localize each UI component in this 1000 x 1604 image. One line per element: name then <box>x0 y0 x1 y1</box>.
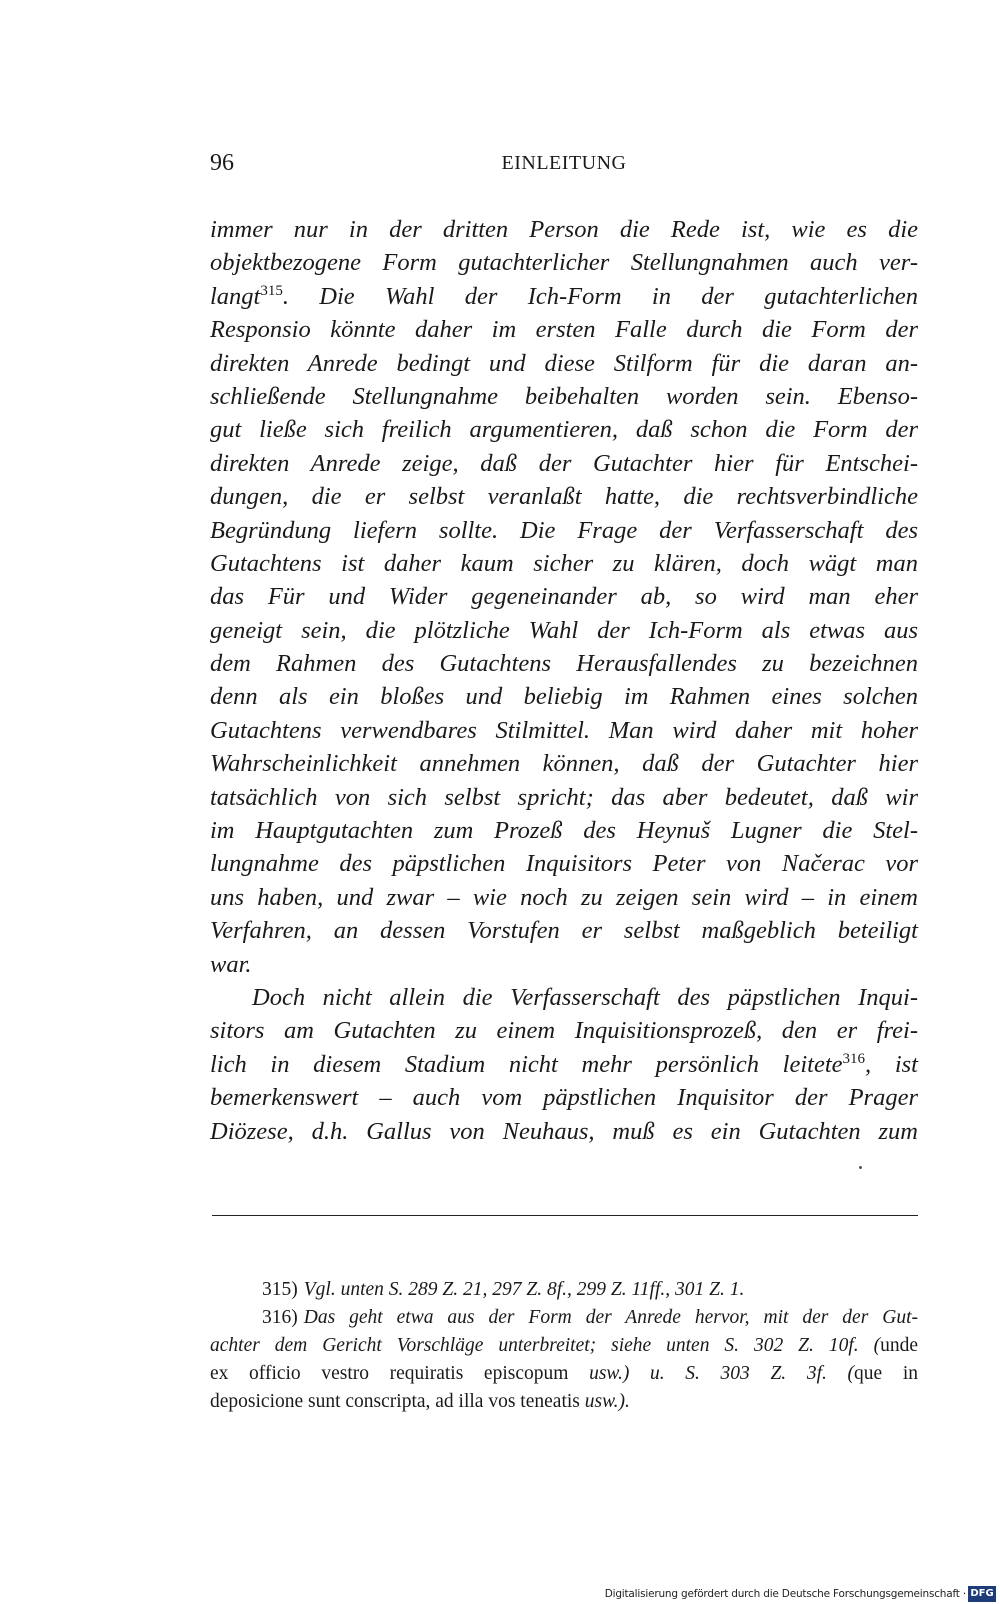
text-line: Gutachtens ist daher kaum sicher zu klären, doch wägt man <box>210 549 918 577</box>
footnote-315 <box>210 1276 918 1304</box>
text-line: Wahrscheinlichkeit annehmen können, daß der Gutachter hier <box>210 750 918 778</box>
text-line <box>210 1048 918 1081</box>
text-line: tatsächlich von sich selbst spricht; das aber bedeutet, daß wir <box>210 783 918 811</box>
footnote-text: Das geht etwa aus der Form der Anrede hervor, mit der der Gut- <box>303 1307 918 1328</box>
text-line: schließende Stellungnahme beibehalten worden sein. Ebenso- <box>210 382 918 410</box>
text-line: gut ließe sich freilich argumentieren, daß schon die Form der <box>210 416 918 444</box>
footnote-316-line <box>210 1388 918 1416</box>
text-line: Diözese, d.h. Gallus von Neuhaus, muß es ein Gutachten zum <box>210 1117 918 1145</box>
body-text <box>210 213 918 1148</box>
latin-quote: ex officio vestro requiratis episcopum <box>210 1363 590 1384</box>
text-line: direkten Anrede bedingt und diese Stilform für die daran an- <box>210 349 918 377</box>
text-line: Begründung liefern sollte. Die Frage der Verfasserschaft des <box>210 516 918 544</box>
dfg-logo: DFG <box>968 1586 996 1602</box>
footnote-ref-315: 315 <box>260 282 283 299</box>
text-line: im Hauptgutachten zum Prozeß des Heynuš Lugner die Stel- <box>210 817 918 845</box>
latin-quote: que in <box>854 1363 918 1384</box>
text-fragment: langt <box>210 282 261 310</box>
text-line: denn als ein bloßes und beliebig im Rahmen eines solchen <box>210 683 918 711</box>
text-line: bemerkenswert – auch vom päpstlichen Inquisitor der Prager <box>210 1084 918 1112</box>
footnote-text: achter dem Gericht Vorschläge unterbreitet; siehe unten S. 302 Z. 10f. ( <box>210 1335 881 1356</box>
footnote-text: Vgl. unten S. 289 Z. 21, 297 Z. 8f., 299 Z. 11ff., 301 Z. 1. <box>303 1279 745 1300</box>
text-line: Gutachtens verwendbares Stilmittel. Man wird daher mit hoher <box>210 716 918 744</box>
text-line: direkten Anrede zeige, daß der Gutachter hier für Entschei- <box>210 449 918 477</box>
text-line: geneigt sein, die plötzliche Wahl der Ich-Form als etwas aus <box>210 616 918 644</box>
text-line: objektbezogene Form gutachterlicher Stellungnahmen auch ver- <box>210 249 918 277</box>
footnote-marker: 316) <box>262 1307 298 1328</box>
footnote-text: usw.) u. S. 303 Z. 3f. ( <box>589 1363 855 1384</box>
text-fragment: , ist <box>865 1050 918 1078</box>
text-line: Doch nicht allein die Verfasserschaft des päpstlichen Inqui- <box>252 983 918 1011</box>
text-line: uns haben, und zwar – wie noch zu zeigen sein wird – in einem <box>210 883 918 911</box>
text-line: dem Rahmen des Gutachtens Herausfallendes zu bezeichnen <box>210 650 918 678</box>
footnotes <box>210 1276 918 1416</box>
text-line: das Für und Wider gegeneinander ab, so wird man eher <box>210 583 918 611</box>
text-line: immer nur in der dritten Person die Rede ist, wie es die <box>210 216 918 243</box>
text-line: sitors am Gutachten zu einem Inquisitionsprozeß, den er frei- <box>210 1017 918 1045</box>
text-fragment: . Die Wahl der Ich-Form in der gutachterlichen <box>282 282 918 310</box>
running-head: EINLEITUNG <box>501 152 627 174</box>
digitization-credit: Digitalisierung gefördert durch die Deutsche Forschungsgemeinschaft · <box>604 1588 966 1600</box>
latin-quote: deposicione sunt conscripta, ad illa vos teneatis <box>210 1391 585 1412</box>
text-line <box>210 280 918 313</box>
text-line: Responsio könnte daher im ersten Falle durch die Form der <box>210 316 918 344</box>
text-fragment: lich in diesem Stadium nicht mehr persönlich leitete <box>210 1050 843 1078</box>
text-line: lungnahme des päpstlichen Inquisitors Peter von Načerac vor <box>210 850 918 878</box>
text-line: dungen, die er selbst veranlaßt hatte, die rechtsverbindliche <box>210 483 918 511</box>
text-line: war. <box>210 950 252 978</box>
text-line: Verfahren, an dessen Vorstufen er selbst maßgeblich beteiligt <box>210 917 918 945</box>
footnote-316-line <box>210 1304 918 1332</box>
page-header <box>210 150 918 180</box>
footnote-marker: 315) <box>262 1279 298 1300</box>
footnote-316-line <box>210 1360 918 1388</box>
footnote-316-line <box>210 1332 918 1360</box>
print-speck <box>859 1166 862 1169</box>
page-number: 96 <box>210 150 234 176</box>
footnote-ref-316: 316 <box>842 1050 866 1067</box>
footnote-separator <box>212 1215 918 1216</box>
latin-quote: unde <box>880 1335 918 1356</box>
footnote-text: usw.). <box>584 1391 630 1412</box>
